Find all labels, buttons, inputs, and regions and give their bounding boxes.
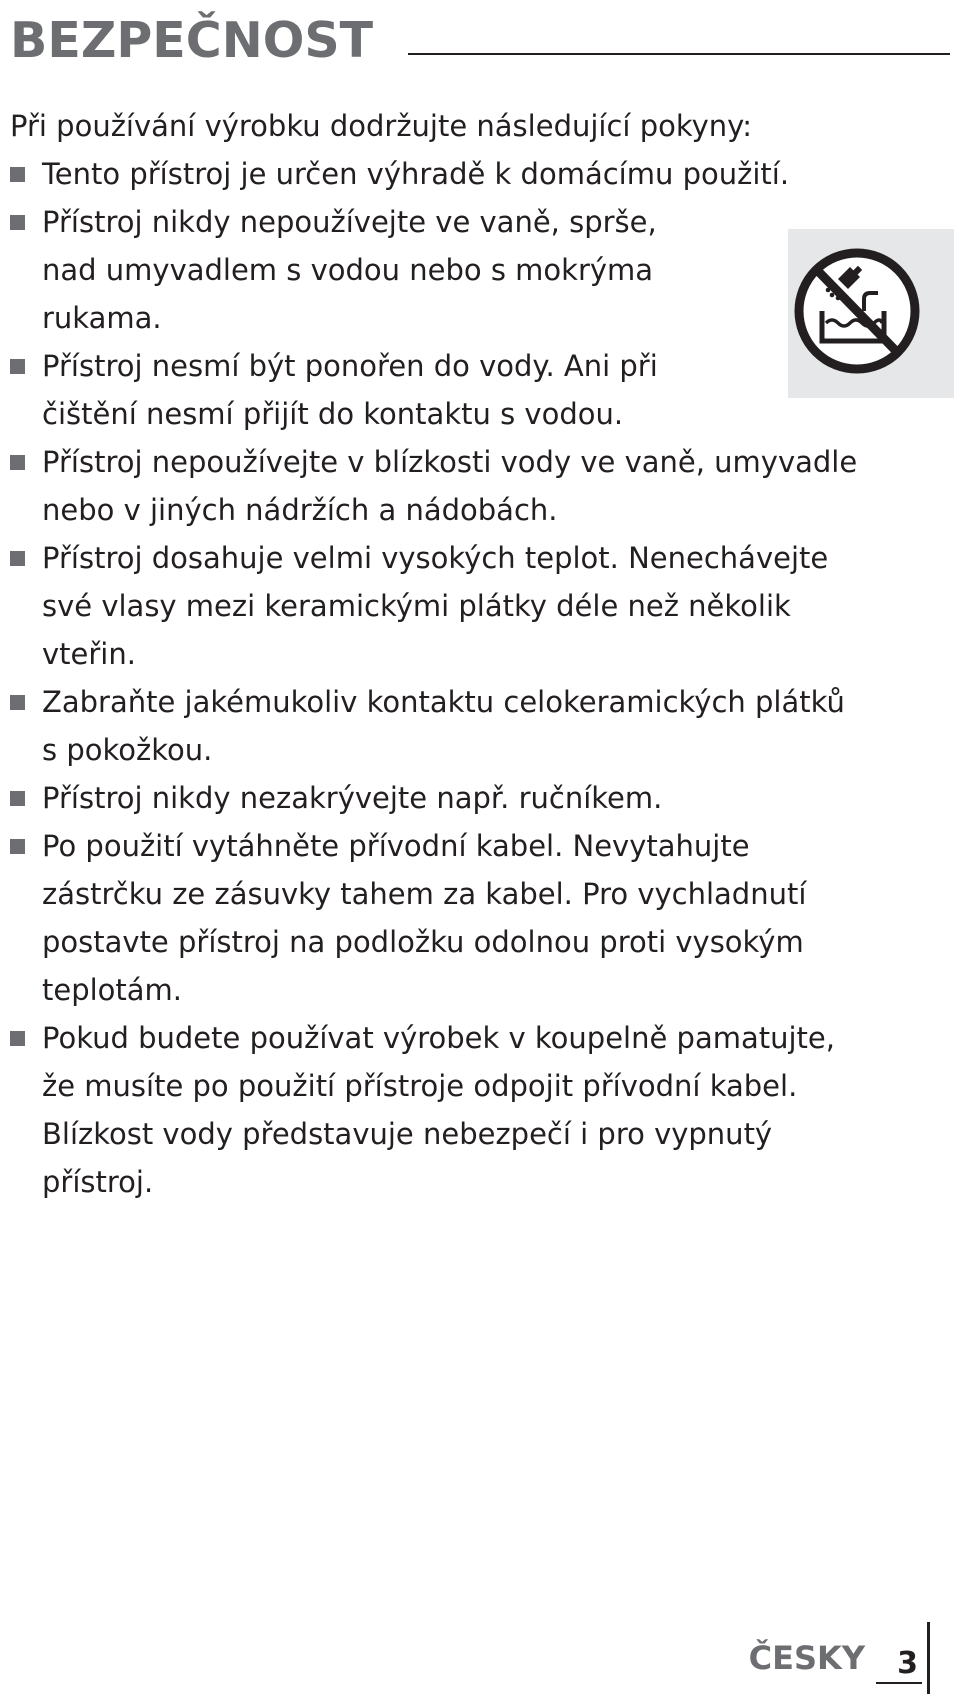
- square-bullet-icon: [10, 791, 25, 806]
- list-item-line: Pokud budete používat výrobek v koupelně pamatujte,: [42, 1021, 835, 1055]
- list-item: [0, 774, 960, 822]
- footer-language: ČESKY: [748, 1639, 865, 1677]
- list-item-line: Blízkost vody představuje nebezpečí i pro vypnutý: [42, 1117, 773, 1151]
- list-item-line: své vlasy mezi keramickými plátky déle než několik: [42, 589, 791, 623]
- list-item-line: Tento přístroj je určen výhradě k domácímu použití.: [42, 157, 790, 191]
- list-item-line: vteřin.: [42, 637, 136, 671]
- footer-rule: [876, 1682, 922, 1684]
- square-bullet-icon: [10, 551, 25, 566]
- list-item: [0, 1014, 960, 1206]
- square-bullet-icon: [10, 215, 25, 230]
- footer-bar: [927, 1622, 930, 1694]
- list-item-line: rukama.: [42, 301, 162, 335]
- section-header: [10, 6, 950, 76]
- list-item: [0, 534, 960, 678]
- list-item-line: teplotám.: [42, 973, 183, 1007]
- intro-text: Při používání výrobku dodržujte následující pokyny:: [10, 109, 752, 143]
- list-item-line: zástrčku ze zásuvky tahem za kabel. Pro vychladnutí: [42, 877, 807, 911]
- square-bullet-icon: [10, 839, 25, 854]
- square-bullet-icon: [10, 455, 25, 470]
- list-item-line: Přístroj nesmí být ponořen do vody. Ani při: [42, 349, 658, 383]
- page-number: 3: [897, 1646, 918, 1681]
- list-item: [0, 678, 960, 774]
- list-item-line: Přístroj nikdy nezakrývejte např. ručníkem.: [42, 781, 663, 815]
- list-item: [0, 438, 960, 534]
- no-water-bath-icon: [788, 229, 954, 398]
- square-bullet-icon: [10, 167, 25, 182]
- list-item-line: nad umyvadlem s vodou nebo s mokrýma: [42, 253, 654, 287]
- page-footer: [700, 1622, 960, 1694]
- square-bullet-icon: [10, 359, 25, 374]
- list-item-line: Přístroj dosahuje velmi vysokých teplot. Nenechávejte: [42, 541, 829, 575]
- list-item-line: nebo v jiných nádržích a nádobách.: [42, 493, 558, 527]
- section-title: BEZPEČNOST: [10, 12, 374, 69]
- list-item-line: že musíte po použití přístroje odpojit přívodní kabel.: [42, 1069, 798, 1103]
- list-item-line: postavte přístroj na podložku odolnou proti vysokým: [42, 925, 804, 959]
- list-item-line: Přístroj nikdy nepoužívejte ve vaně, sprše,: [42, 205, 657, 239]
- list-item-line: s pokožkou.: [42, 733, 213, 767]
- warning-sign: [788, 229, 954, 398]
- title-rule: [408, 53, 950, 55]
- list-item-line: Zabraňte jakémukoliv kontaktu celokeramických plátků: [42, 685, 845, 719]
- list-item-line: Po použití vytáhněte přívodní kabel. Nevytahujte: [42, 829, 750, 863]
- list-item-line: čištění nesmí přijít do kontaktu s vodou.: [42, 397, 624, 431]
- list-item-line: přístroj.: [42, 1165, 154, 1199]
- list-item-line: Přístroj nepoužívejte v blízkosti vody ve vaně, umyvadle: [42, 445, 858, 479]
- list-item: [0, 150, 960, 198]
- list-item: [0, 822, 960, 1014]
- square-bullet-icon: [10, 1031, 25, 1046]
- square-bullet-icon: [10, 695, 25, 710]
